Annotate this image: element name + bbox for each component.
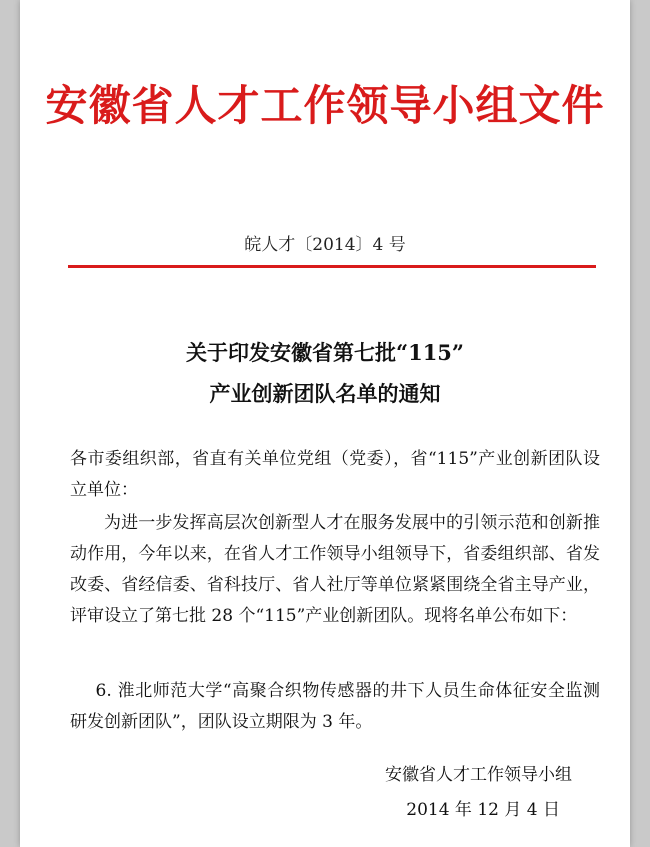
- salutation: 各市委组织部，省直有关单位党组（党委），省“115”产业创新团队设立单位：: [70, 449, 600, 500]
- body-paragraph-1: 为进一步发挥高层次创新型人才在服务发展中的引领示范和创新推动作用，今年以来，在省人才工作领导小组领导下，省委组织部、省发改委、省经信委、省科技厅、省人社厅等单位紧紧围绕全省主导产业，评审设立了第七批 28 个“115”产业创新团队。现将名单公布如下：: [70, 513, 600, 626]
- signature-date: 2014 年 12 月 4 日: [406, 800, 560, 820]
- body-paragraph-2: 6. 淮北师范大学“高聚合织物传感器的井下人员生命体征安全监测研发创新团队”，团队设立期限为 3 年。: [70, 681, 600, 732]
- notice-title-line-1: 关于印发安徽省第七批“115”: [186, 340, 464, 365]
- document-number: 皖人才〔2014〕4 号: [244, 235, 406, 255]
- document-page: [20, 0, 630, 847]
- notice-title-line-2: 产业创新团队名单的通知: [209, 381, 441, 406]
- red-divider: [68, 265, 596, 268]
- signature-organization: 安徽省人才工作领导小组: [385, 765, 572, 785]
- document-header-title: 安徽省人才工作领导小组文件: [45, 81, 605, 130]
